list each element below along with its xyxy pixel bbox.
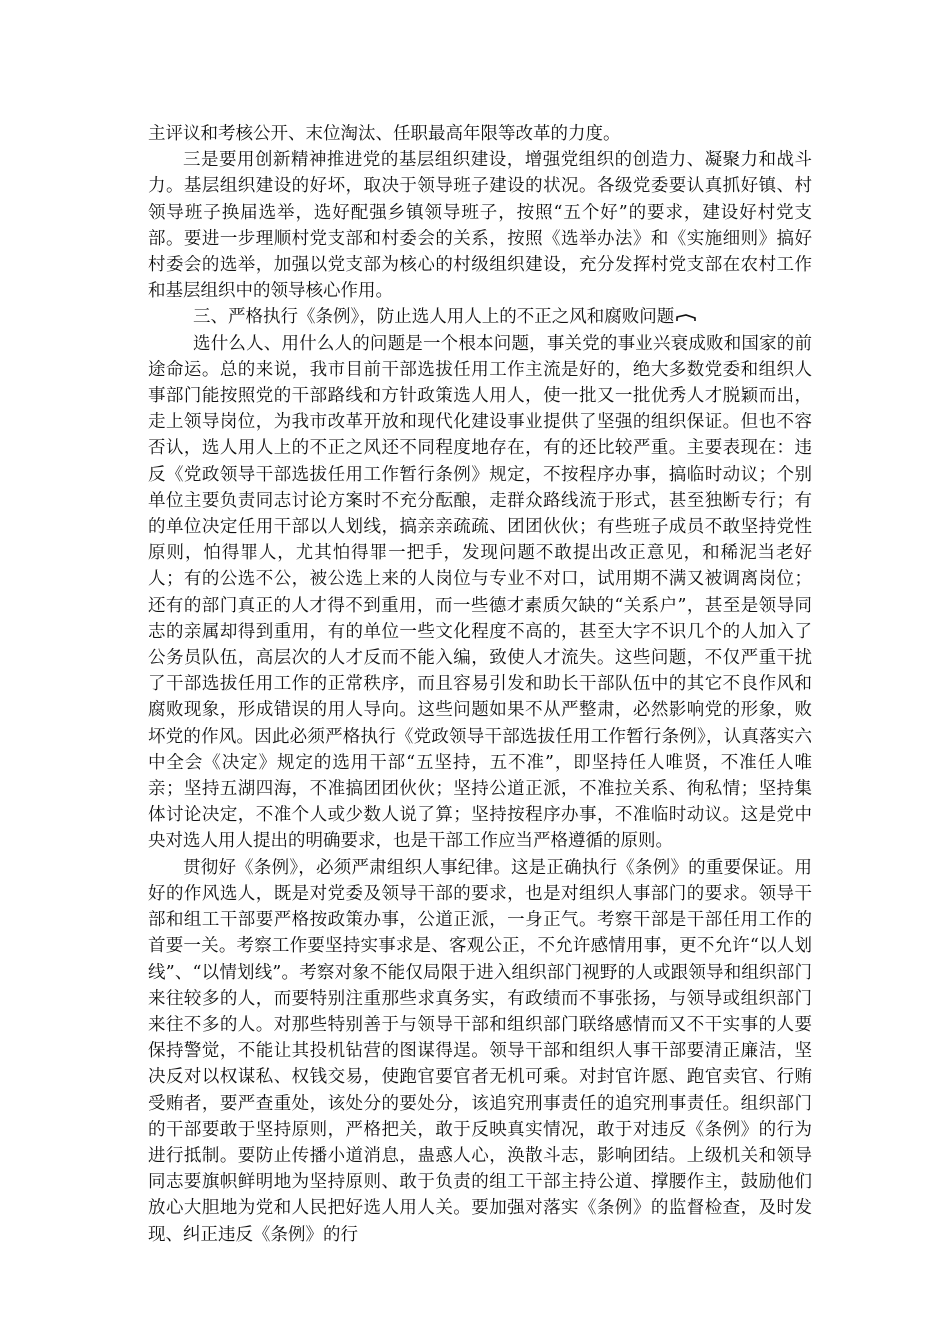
- section-heading: [148, 304, 812, 330]
- document-body: [148, 121, 812, 1248]
- section-heading-text: 三、严格执行《条例》，防止选人用人上的不正之风和腐败问题: [193, 307, 675, 328]
- paragraph-selection-problems: 选什么人、用什么人的问题是一个根本问题，事关党的事业兴衰成败和国家的前途命运。总的来说，我市目前干部选拔任用工作主流是好的，绝大多数党委和组织人事部门能按照党的干部路线和方针政策选人用人，使一批又一批优秀人才脱颖而出，走上领导岗位，为我市改革开放和现代化建设事业提供了坚强的组织保证。但也不容否认，选人用人上的不正之风还不同程度地存在，有的还比较严重。主要表现在：违反《党政领导干部选拔任用工作暂行条例》规定，不按程序办事，搞临时动议；个别单位主要负责同志讨论方案时不充分酝酿，走群众路线流于形式，甚至独断专行；有的单位决定任用干部以人划线，搞亲亲疏疏、团团伙伙；有些班子成员不敢坚持党性原则，怕得罪人，尤其怕得罪一把手，发现问题不敢提出改正意见，和稀泥当老好人；有的公选不公，被公选上来的人岗位与专业不对口，试用期不满又被调离岗位；还有的部门真正的人才得不到重用，而一些德才素质欠缺的“关系户”，甚至是领导同志的亲属却得到重用，有的单位一些文化程度不高的，甚至大字不识几个的人加入了公务员队伍，高层次的人才反而不能入编，致使人才流失。这些问题，不仅严重干扰了干部选拔任用工作的正常秩序，而且容易引发和助长干部队伍中的其它不良作风和腐败现象，形成错误的用人导向。这些问题如果不从严整肃，必然影响党的形象，败坏党的作风。因此必须严格执行《党政领导干部选拔任用工作暂行条例》，认真落实六中全会《决定》规定的选用干部“五坚持，五不准”，即坚持任人唯贤，不准任人唯亲；坚持五湖四海，不准搞团团伙伙；坚持公道正派，不准拉关系、徇私情；坚持集体讨论决定，不准个人或少数人说了算；坚持按程序办事，不准临时动议。这是党中央对选人用人提出的明确要求，也是干部工作应当严格遵循的原则。: [148, 333, 812, 852]
- paragraph-discipline: 贯彻好《条例》，必须严肃组织人事纪律。这是正确执行《条例》的重要保证。用好的作风选人，既是对党委及领导干部的要求，也是对组织人事部门的要求。领导干部和组工干部要严格按政策办事，公道正派，一身正气。考察干部是干部任用工作的首要一关。考察工作要坚持实事求是、客观公正，不允许感情用事，更不允许“以人划线”、“以情划线”。考察对象不能仅局限于进入组织部门视野的人或跟领导和组织部门来往较多的人，而要特别注重那些求真务实，有政绩而不事张扬，与领导或组织部门来往不多的人。对那些特别善于与领导干部和组织部门联络感情而又不干实事的人要保持警觉，不能让其投机钻营的图谋得逞。领导干部和组织人事干部要清正廉洁，坚决反对以权谋私、权钱交易，使跑官要官者无机可乘。对封官许愿、跑官卖官、行贿受贿者，要严查重处，该处分的要处分，该追究刑事责任的追究刑事责任。组织部门的干部要敢于坚持原则，严格把关，敢于反映真实情况，敢于对违反《条例》的行为进行抵制。要防止传播小道消息，蛊惑人心，涣散斗志，影响团结。上级机关和领导同志要旗帜鲜明地为坚持原则、敢于负责的组工干部主持公道、撑腰作主，鼓励他们放心大胆地为党和人民把好选人用人关。要加强对落实《条例》的监督检查，及时发现、纠正违反《条例》的行: [148, 857, 812, 1245]
- paragraph-continuation: 主评议和考核公开、末位淘汰、任职最高年限等改革的力度。: [148, 124, 621, 144]
- paragraph-grassroots-organization: 三是要用创新精神推进党的基层组织建设，增强党组织的创造力、凝聚力和战斗力。基层组织建设的好坏，取决于领导班子建设的状况。各级党委要认真抓好镇、村领导班子换届选举，选好配强乡镇领导班子，按照“五个好”的要求，建设好村党支部。要进一步理顺村党支部和村委会的关系，按照《选举办法》和《实施细则》搞好村委会的选举，加强以党支部为核心的村级组织建设，充分发挥村党支部在农村工作和基层组织中的领导核心作用。: [148, 150, 812, 302]
- handwritten-mark-icon: [676, 314, 696, 322]
